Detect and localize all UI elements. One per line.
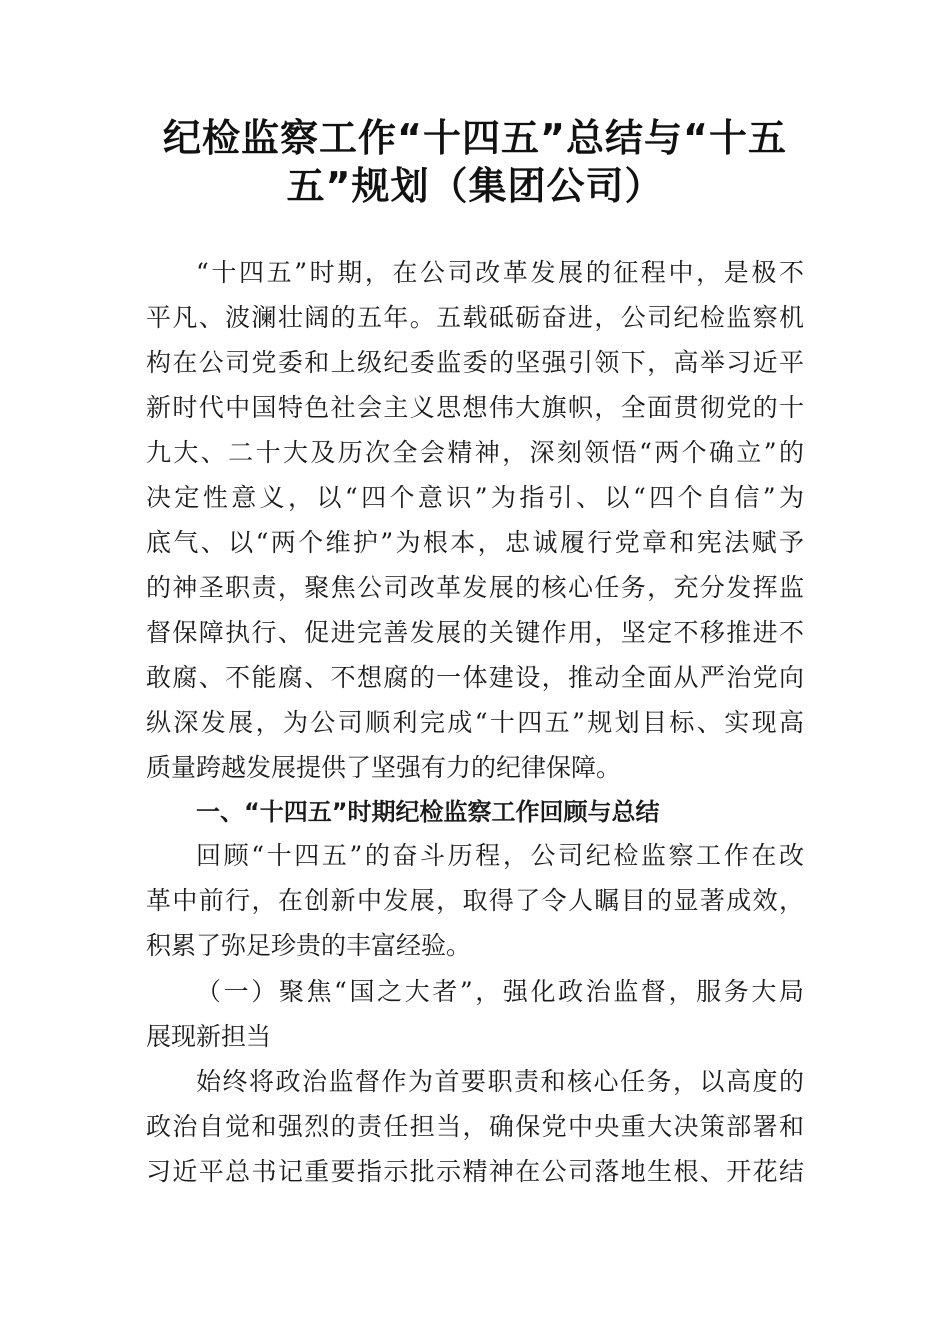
intro-paragraph-line: 质量跨越发展提供了坚强有力的纪律保障。 bbox=[146, 753, 622, 782]
intro-paragraph-line: 决定性意义，以“四个意识”为指引、以“四个自信”为 bbox=[146, 483, 804, 512]
intro-paragraph-line: 的神圣职责，聚焦公司改革发展的核心任务，充分发挥监 bbox=[146, 573, 804, 602]
intro-paragraph-line: 构在公司党委和上级纪委监委的坚强引领下，高举习近平 bbox=[146, 348, 804, 377]
subsection-paragraph-line: 始终将政治监督作为首要职责和核心任务，以高度的 bbox=[196, 1067, 804, 1096]
intro-paragraph-line: 敢腐、不能腐、不想腐的一体建设，推动全面从严治党向 bbox=[146, 663, 804, 692]
intro-paragraph-line: 平凡、波澜壮阔的五年。五载砥砺奋进，公司纪检监察机 bbox=[146, 303, 804, 332]
subsection-heading-line: 展现新担当 bbox=[146, 1022, 272, 1051]
subsection-paragraph-line: 政治自觉和强烈的责任担当，确保党中央重大决策部署和 bbox=[146, 1112, 804, 1141]
section-paragraph-line: 回顾“十四五”的奋斗历程，公司纪检监察工作在改 bbox=[196, 841, 804, 870]
intro-paragraph-line: 纵深发展，为公司顺利完成“十四五”规划目标、实现高 bbox=[146, 708, 804, 737]
document-title-line-2: 五”规划（集团公司） bbox=[286, 164, 664, 208]
section-paragraph-line: 积累了弥足珍贵的丰富经验。 bbox=[146, 931, 472, 960]
section-heading: 一、“十四五”时期纪检监察工作回顾与总结 bbox=[196, 798, 660, 826]
document-title-line-1: 纪检监察工作“十四五”总结与“十五 bbox=[163, 116, 787, 160]
intro-paragraph-line: 督保障执行、促进完善发展的关键作用，坚定不移推进不 bbox=[146, 618, 804, 647]
intro-paragraph-line: 九大、二十大及历次全会精神，深刻领悟“两个确立”的 bbox=[146, 438, 804, 467]
subsection-paragraph-line: 习近平总书记重要指示批示精神在公司落地生根、开花结 bbox=[146, 1157, 804, 1186]
intro-paragraph-line: 底气、以“两个维护”为根本，忠诚履行党章和宪法赋予 bbox=[146, 528, 804, 557]
subsection-heading-line: （一）聚焦“国之大者”，强化政治监督，服务大局 bbox=[196, 977, 804, 1006]
intro-paragraph-line: “十四五”时期，在公司改革发展的征程中，是极不 bbox=[196, 258, 804, 287]
section-paragraph-line: 革中前行，在创新中发展，取得了令人瞩目的显著成效， bbox=[146, 886, 804, 915]
intro-paragraph-line: 新时代中国特色社会主义思想伟大旗帜，全面贯彻党的十 bbox=[146, 393, 804, 422]
